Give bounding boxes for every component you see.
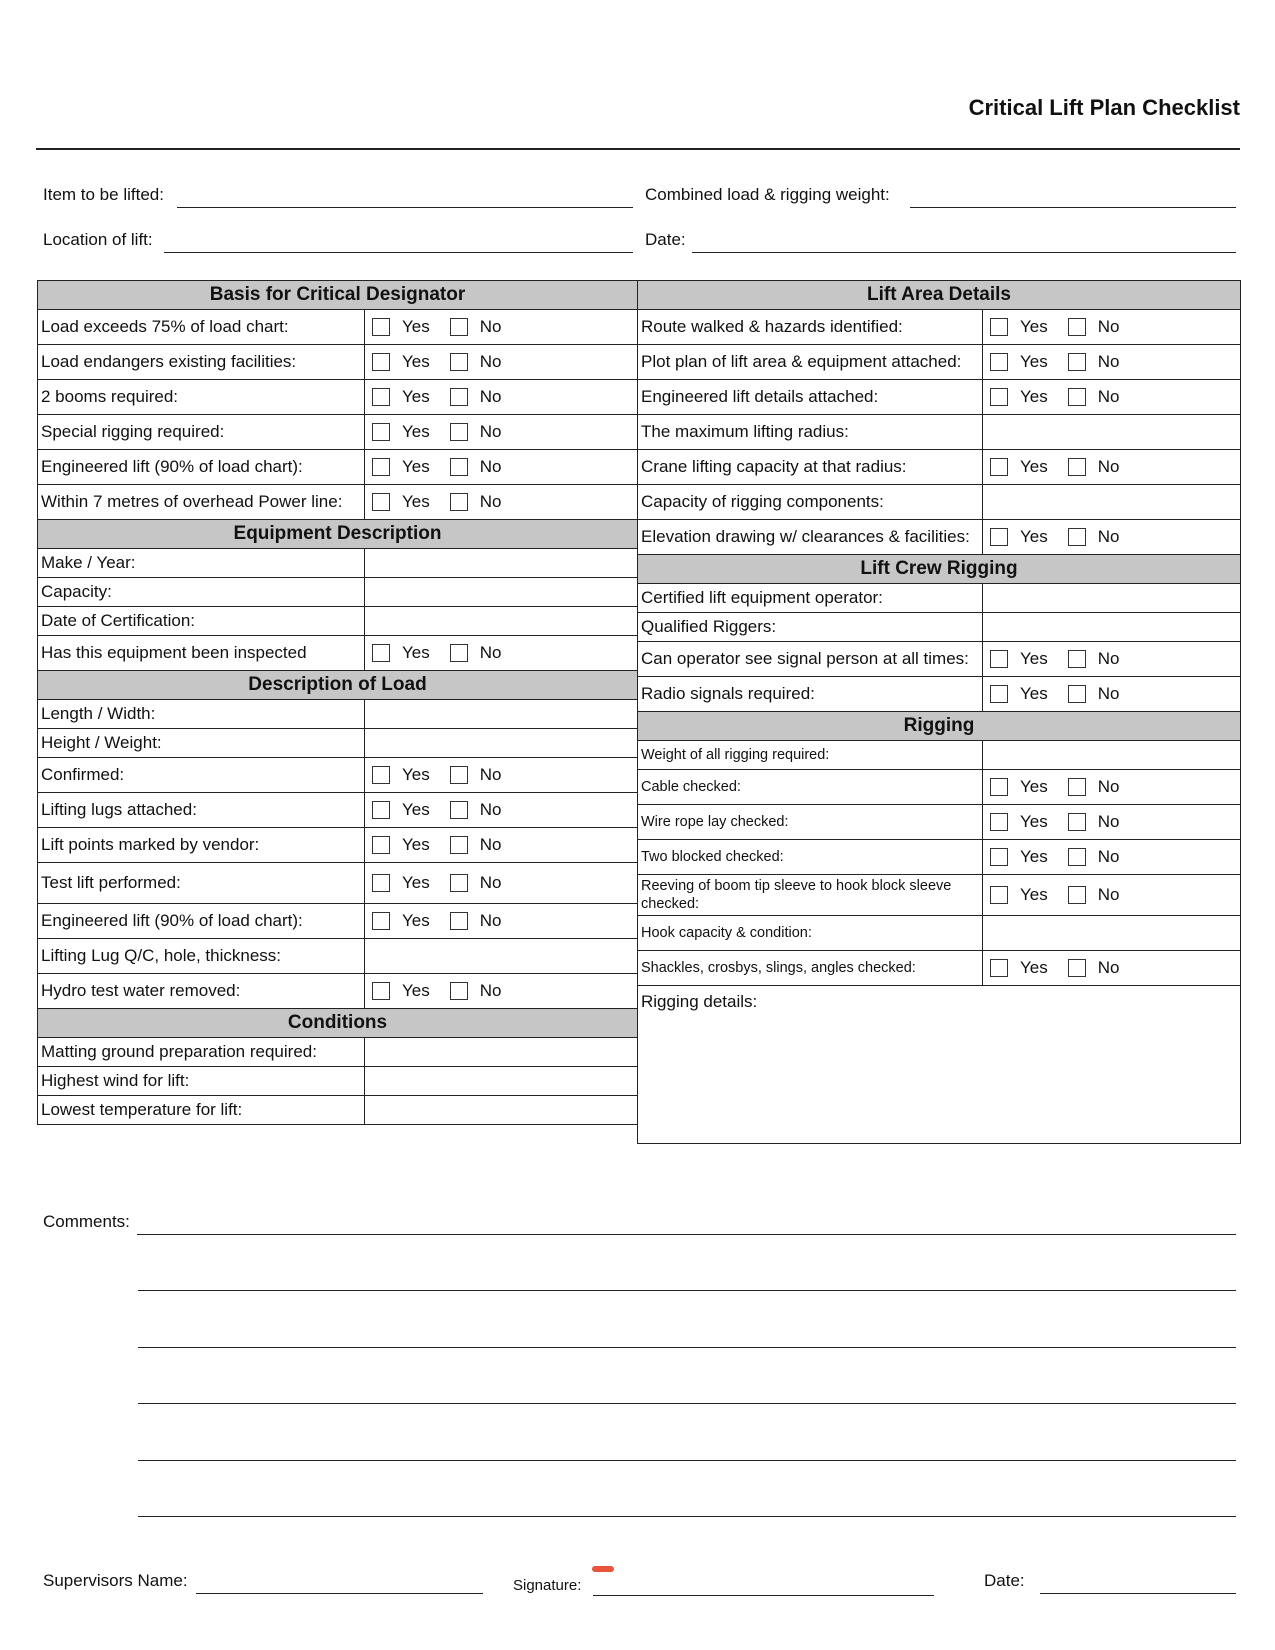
table-row [38,974,638,1009]
left-checklist-table [37,280,638,1125]
yes-checkbox[interactable] [372,801,390,819]
row-label: Test lift performed: [38,863,365,904]
table-row [38,729,638,758]
table-row [638,520,1241,555]
yes-checkbox[interactable] [990,959,1008,977]
table-row [38,1096,638,1125]
conditions-header: Conditions [38,1009,638,1038]
yes-no-group[interactable]: Yes No [368,387,634,407]
table-row [38,380,638,415]
row-label: Lowest temperature for lift: [38,1096,365,1125]
row-label: Engineered lift details attached: [638,380,983,415]
table-row [638,840,1241,875]
row-label: Matting ground preparation required: [38,1038,365,1067]
row-label: 2 booms required: [38,380,365,415]
table-row [38,549,638,578]
no-checkbox[interactable] [450,874,468,892]
lift-area-header: Lift Area Details [638,281,1241,310]
input-cell[interactable] [365,700,638,729]
no-checkbox[interactable] [1068,685,1086,703]
row-label: Special rigging required: [38,415,365,450]
table-row [38,904,638,939]
no-checkbox[interactable] [1068,528,1086,546]
yes-checkbox[interactable] [990,886,1008,904]
row-label: Shackles, crosbys, slings, angles checked: [638,951,983,986]
table-row [638,380,1241,415]
row-label: Radio signals required: [638,677,983,712]
row-label: Engineered lift (90% of load chart): [38,904,365,939]
table-row [638,875,1241,916]
document-title: Critical Lift Plan Checklist [968,95,1240,120]
no-checkbox[interactable] [450,423,468,441]
table-row [38,939,638,974]
yes-checkbox[interactable] [372,836,390,854]
row-label: Plot plan of lift area & equipment attached: [638,345,983,380]
row-label: Qualified Riggers: [638,613,983,642]
yes-no-group[interactable]: Yes No [986,885,1237,905]
comments-label: Comments: [43,1212,130,1231]
input-cell[interactable] [983,485,1241,520]
yes-no-group[interactable]: Yes No [986,847,1237,867]
input-cell[interactable] [983,916,1241,951]
no-checkbox[interactable] [450,644,468,662]
row-label: Certified lift equipment operator: [638,584,983,613]
row-label: Date of Certification: [38,607,365,636]
no-checkbox[interactable] [1068,388,1086,406]
yes-no-group[interactable]: Yes No [368,800,634,820]
input-cell[interactable] [365,549,638,578]
table-row [638,450,1241,485]
yes-checkbox[interactable] [372,353,390,371]
no-checkbox[interactable] [1068,959,1086,977]
yes-no-group[interactable]: Yes No [368,317,634,337]
signature-label: Signature: [513,1577,582,1594]
row-label: Cable checked: [638,770,983,805]
row-label: Make / Year: [38,549,365,578]
yes-no-group[interactable]: Yes No [986,352,1237,372]
yes-checkbox[interactable] [990,528,1008,546]
yes-no-group[interactable]: Yes No [986,387,1237,407]
no-checkbox[interactable] [450,388,468,406]
table-row [638,805,1241,840]
yes-no-group[interactable]: Yes No [368,835,634,855]
combined-weight-field[interactable] [910,207,1236,208]
row-label: Hydro test water removed: [38,974,365,1009]
yes-no-group[interactable]: Yes No [368,981,634,1001]
comment-line[interactable] [138,1290,1236,1291]
yes-no-group[interactable]: Yes No [986,527,1237,547]
yes-no-group[interactable]: Yes No [368,765,634,785]
table-row [38,828,638,863]
yes-no-group[interactable]: Yes No [368,422,634,442]
input-cell[interactable] [983,613,1241,642]
row-label: Confirmed: [38,758,365,793]
table-row [638,584,1241,613]
table-row [638,951,1241,986]
yes-no-group[interactable]: Yes No [986,684,1237,704]
supervisor-field[interactable] [196,1593,483,1594]
no-checkbox[interactable] [1068,353,1086,371]
rigging-details-label: Rigging details: [641,992,758,1011]
yes-no-group[interactable]: Yes No [986,317,1237,337]
sign-here-flag-icon [592,1566,614,1572]
signature-field[interactable] [593,1595,934,1596]
yes-checkbox[interactable] [372,766,390,784]
yes-no-group[interactable]: Yes No [986,958,1237,978]
location-field[interactable] [164,252,633,253]
table-row [638,677,1241,712]
row-label: Length / Width: [38,700,365,729]
table-row [38,415,638,450]
basis-header: Basis for Critical Designator [38,281,638,310]
yes-checkbox[interactable] [990,650,1008,668]
no-checkbox[interactable] [1068,458,1086,476]
yes-no-group[interactable]: Yes No [986,457,1237,477]
no-checkbox[interactable] [450,458,468,476]
table-row [638,642,1241,677]
row-label: Within 7 metres of overhead Power line: [38,485,365,520]
row-label: Route walked & hazards identified: [638,310,983,345]
table-row [38,758,638,793]
no-checkbox[interactable] [1068,848,1086,866]
row-label: Highest wind for lift: [38,1067,365,1096]
row-label: Load endangers existing facilities: [38,345,365,380]
footer-date-label: Date: [984,1571,1025,1590]
combined-weight-label: Combined load & rigging weight: [645,185,890,204]
row-label: Height / Weight: [38,729,365,758]
yes-checkbox[interactable] [372,493,390,511]
lift-crew-header: Lift Crew Rigging [638,555,1241,584]
yes-checkbox[interactable] [372,423,390,441]
row-label: Reeving of boom tip sleeve to hook block sleeve checked: [638,875,983,916]
yes-no-group[interactable]: Yes No [986,649,1237,669]
load-header: Description of Load [38,671,638,700]
table-row [38,636,638,671]
table-row [38,1038,638,1067]
row-label: The maximum lifting radius: [638,415,983,450]
row-label: Two blocked checked: [638,840,983,875]
yes-checkbox[interactable] [990,318,1008,336]
table-row [638,415,1241,450]
input-cell[interactable] [365,607,638,636]
yes-no-group[interactable]: Yes No [368,643,634,663]
yes-no-group[interactable]: Yes No [368,352,634,372]
yes-checkbox[interactable] [372,318,390,336]
no-checkbox[interactable] [1068,778,1086,796]
table-row [38,345,638,380]
no-checkbox[interactable] [450,982,468,1000]
yes-checkbox[interactable] [372,912,390,930]
rigging-details-area[interactable] [638,986,1241,1144]
yes-checkbox[interactable] [372,982,390,1000]
no-checkbox[interactable] [1068,886,1086,904]
table-row [38,578,638,607]
comment-line[interactable] [137,1234,1236,1235]
row-label: Load exceeds 75% of load chart: [38,310,365,345]
yes-no-group[interactable]: Yes No [986,812,1237,832]
yes-checkbox[interactable] [990,353,1008,371]
input-cell[interactable] [365,729,638,758]
input-cell[interactable] [983,584,1241,613]
yes-checkbox[interactable] [372,388,390,406]
comment-line[interactable] [138,1460,1236,1461]
row-label: Crane lifting capacity at that radius: [638,450,983,485]
comment-line[interactable] [138,1516,1236,1517]
row-label: Elevation drawing w/ clearances & facilities: [638,520,983,555]
input-cell[interactable] [365,939,638,974]
no-checkbox[interactable] [1068,318,1086,336]
yes-no-group[interactable]: Yes No [368,457,634,477]
row-label: Capacity: [38,578,365,607]
yes-checkbox[interactable] [990,848,1008,866]
yes-checkbox[interactable] [372,874,390,892]
table-row [638,345,1241,380]
no-checkbox[interactable] [1068,813,1086,831]
input-cell[interactable] [365,1096,638,1125]
input-cell[interactable] [365,1067,638,1096]
no-checkbox[interactable] [450,353,468,371]
yes-checkbox[interactable] [372,458,390,476]
yes-no-group[interactable]: Yes No [368,492,634,512]
location-label: Location of lift: [43,230,153,249]
row-label: Can operator see signal person at all times: [638,642,983,677]
row-label: Weight of all rigging required: [638,741,983,770]
no-checkbox[interactable] [450,493,468,511]
row-label: Lifting lugs attached: [38,793,365,828]
table-row [38,793,638,828]
input-cell[interactable] [365,578,638,607]
table-row [38,450,638,485]
date-label: Date: [645,230,686,249]
row-label: Hook capacity & condition: [638,916,983,951]
table-row [38,607,638,636]
no-checkbox[interactable] [450,318,468,336]
yes-checkbox[interactable] [990,458,1008,476]
yes-checkbox[interactable] [990,685,1008,703]
equipment-header: Equipment Description [38,520,638,549]
row-label: Capacity of rigging components: [638,485,983,520]
row-label: Wire rope lay checked: [638,805,983,840]
item-field[interactable] [177,207,633,208]
comment-line[interactable] [138,1347,1236,1348]
table-row [38,700,638,729]
yes-checkbox[interactable] [990,388,1008,406]
footer-date-field[interactable] [1040,1593,1236,1594]
table-row [638,613,1241,642]
yes-no-group[interactable]: Yes No [368,873,634,893]
table-row [38,863,638,904]
table-row [638,485,1241,520]
table-row [638,916,1241,951]
table-row [638,986,1241,1144]
no-checkbox[interactable] [1068,650,1086,668]
no-checkbox[interactable] [450,836,468,854]
date-field[interactable] [692,252,1236,253]
yes-no-group[interactable]: Yes No [368,911,634,931]
supervisor-label: Supervisors Name: [43,1571,188,1590]
table-row [638,770,1241,805]
title-rule [36,148,1240,150]
table-row [38,310,638,345]
row-label: Engineered lift (90% of load chart): [38,450,365,485]
yes-no-group[interactable]: Yes No [986,777,1237,797]
no-checkbox[interactable] [450,912,468,930]
table-row [638,741,1241,770]
item-label: Item to be lifted: [43,185,164,204]
no-checkbox[interactable] [450,801,468,819]
input-cell[interactable] [983,415,1241,450]
no-checkbox[interactable] [450,766,468,784]
yes-checkbox[interactable] [372,644,390,662]
table-row [38,1067,638,1096]
input-cell[interactable] [983,741,1241,770]
table-row [38,485,638,520]
right-checklist-table [637,280,1241,1144]
row-label: Lift points marked by vendor: [38,828,365,863]
input-cell[interactable] [365,1038,638,1067]
yes-checkbox[interactable] [990,778,1008,796]
row-label: Lifting Lug Q/C, hole, thickness: [38,939,365,974]
rigging-header: Rigging [638,712,1241,741]
table-row [638,310,1241,345]
yes-checkbox[interactable] [990,813,1008,831]
comment-line[interactable] [138,1403,1236,1404]
row-label: Has this equipment been inspected [38,636,365,671]
